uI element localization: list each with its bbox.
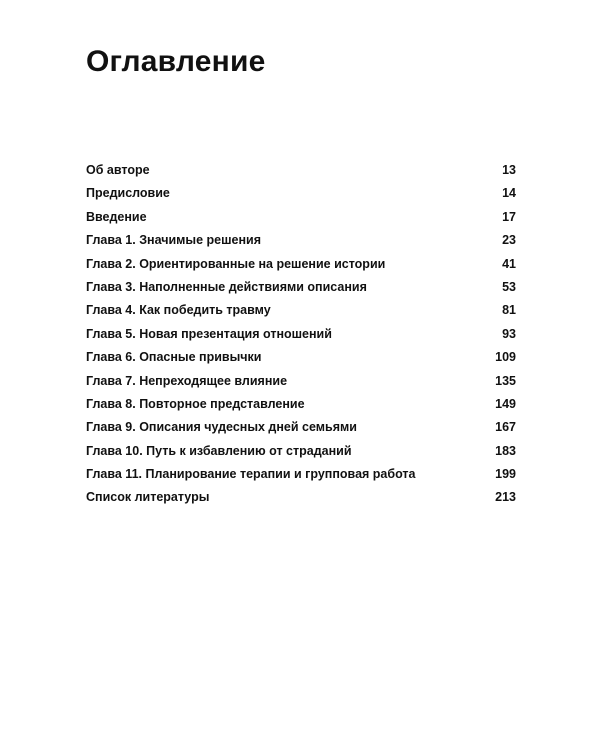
toc-entry-page: 13 xyxy=(502,163,516,177)
toc-entry[interactable] xyxy=(86,276,516,299)
toc-entry-title: Глава 9. Описания чудесных дней семьями xyxy=(86,420,357,435)
toc-entry[interactable] xyxy=(86,206,516,229)
toc-entry-title: Глава 10. Путь к избавлению от страданий xyxy=(86,443,352,458)
toc-entry-title: Глава 2. Ориентированные на решение истории xyxy=(86,256,386,271)
toc-entry-page: 17 xyxy=(502,209,516,224)
toc-entry-title: Введение xyxy=(86,209,147,224)
toc-entry-page: 14 xyxy=(502,186,516,201)
toc-entry-page: 183 xyxy=(495,443,516,458)
toc-entry[interactable] xyxy=(86,253,516,276)
table-of-contents xyxy=(86,159,516,510)
toc-entry-title: Глава 7. Непреходящее влияние xyxy=(86,373,288,388)
toc-entry-page: 135 xyxy=(495,373,516,388)
toc-entry-title: Глава 8. Повторное представление xyxy=(86,396,305,411)
toc-entry-page: 213 xyxy=(495,490,516,505)
toc-entry[interactable] xyxy=(86,486,516,509)
page-title: Оглавление xyxy=(86,45,266,78)
toc-entry-page: 23 xyxy=(502,233,516,248)
toc-entry-title: Глава 3. Наполненные действиями описания xyxy=(86,279,367,294)
toc-entry[interactable] xyxy=(86,323,516,346)
toc-entry[interactable] xyxy=(86,463,516,486)
toc-entry-page: 81 xyxy=(502,303,516,318)
toc-entry-page: 199 xyxy=(495,467,516,482)
toc-entry-page: 109 xyxy=(495,350,516,365)
toc-entry[interactable] xyxy=(86,346,516,369)
toc-entry-page: 41 xyxy=(502,256,516,271)
toc-entry-page: 93 xyxy=(502,326,516,341)
toc-entry[interactable] xyxy=(86,416,516,439)
toc-entry-title: Глава 5. Новая презентация отношений xyxy=(86,326,332,341)
toc-entry[interactable] xyxy=(86,182,516,205)
toc-entry-title: Предисловие xyxy=(86,186,170,201)
toc-entry-title: Глава 11. Планирование терапии и групповая работа xyxy=(86,467,416,482)
toc-entry[interactable] xyxy=(86,440,516,463)
toc-entry[interactable] xyxy=(86,159,516,182)
toc-entry-title: Об авторе xyxy=(86,163,150,177)
toc-entry-title: Глава 4. Как победить травму xyxy=(86,303,271,318)
toc-entry-page: 53 xyxy=(502,279,516,294)
toc-entry[interactable] xyxy=(86,370,516,393)
toc-entry-page: 149 xyxy=(495,396,516,411)
toc-entry-page: 167 xyxy=(495,420,516,435)
toc-entry-title: Глава 6. Опасные привычки xyxy=(86,350,262,365)
toc-entry[interactable] xyxy=(86,229,516,252)
toc-entry-title: Список литературы xyxy=(86,490,210,505)
toc-entry[interactable] xyxy=(86,393,516,416)
toc-entry[interactable] xyxy=(86,299,516,322)
toc-entry-title: Глава 1. Значимые решения xyxy=(86,233,261,248)
